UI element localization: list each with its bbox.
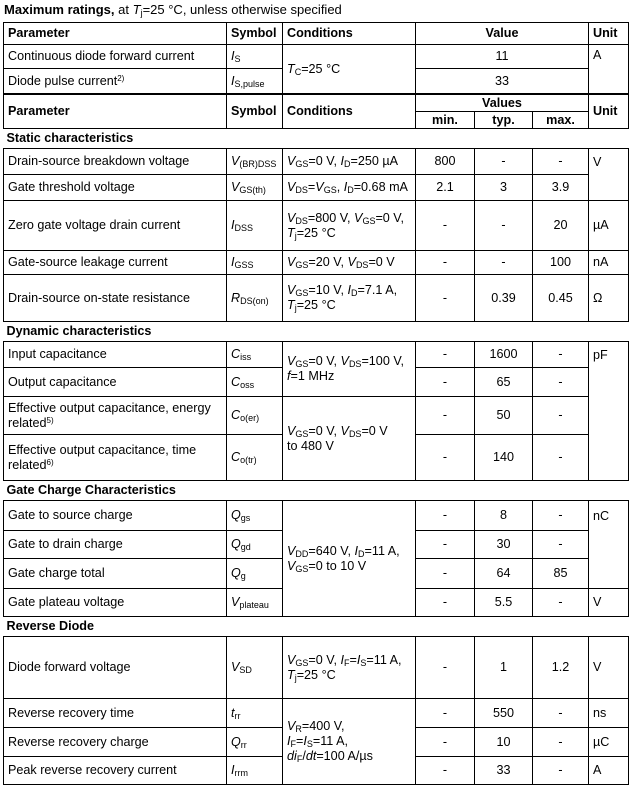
max-ratings-table bbox=[3, 22, 629, 94]
section-heading: Gate Charge Characteristics bbox=[4, 481, 629, 501]
table-row: Drain-source breakdown voltage $V_{(BR)DSS}$ $V_{GS}=0$ V, $I_D=250$ µA 800 - - V bbox=[4, 149, 629, 175]
table-row: Gate charge total $Q_g$ - 64 85 bbox=[4, 559, 629, 589]
header-parameter: Parameter bbox=[4, 23, 227, 45]
header-symbol: Symbol bbox=[227, 23, 283, 45]
table-row: Peak reverse recovery current $I_{rrm}$ - 33 - A bbox=[4, 757, 629, 785]
condition-cell: $T_C=25$ °C bbox=[283, 45, 416, 94]
table-row: Gate threshold voltage $V_{GS(th)}$ $V_{DS}=V_{GS}$, $I_D=0.68$ mA 2.1 3 3.9 bbox=[4, 175, 629, 201]
table-header-row bbox=[4, 23, 629, 45]
table-row: Reverse recovery charge $Q_{rr}$ - 10 - µC bbox=[4, 728, 629, 757]
table-row: Drain-source on-state resistance $R_{DS(on)}$ $V_{GS}=10$ V, $I_D=7.1$ A, $T_j=25$ °C - 0.39 0.45 Ω bbox=[4, 275, 629, 322]
table-header-row: Parameter Symbol Conditions Values Unit bbox=[4, 95, 629, 112]
table-row: Diode pulse current$^{2)}$ $I_{S,pulse}$ 33 bbox=[4, 69, 629, 94]
table-row: Diode forward voltage $V_{SD}$ $V_{GS}=0$ V, $I_F=I_S=11$ A, $T_j=25$ °C - 1 1.2 V bbox=[4, 637, 629, 699]
table-row: Gate-source leakage current $I_{GSS}$ $V_{GS}=20$ V, $V_{DS}=0$ V - - 100 nA bbox=[4, 251, 629, 275]
section-title: Maximum ratings, at $T_j=25$ °C, unless otherwise specified bbox=[4, 2, 342, 18]
table-row: Effective output capacitance, time related$^{6)}$ $C_{o(tr)}$ - 140 - bbox=[4, 435, 629, 481]
table-row: Output capacitance $C_{oss}$ - 65 - bbox=[4, 368, 629, 397]
header-unit: Unit bbox=[589, 23, 629, 45]
table-row: Reverse recovery time $t_{rr}$ $V_R=400$ V, $I_F=I_S=11$ A, $di_F/dt=100$ A/µs - 550 - ns bbox=[4, 699, 629, 728]
table-row: Zero gate voltage drain current $I_{DSS}$ $V_{DS}=800$ V, $V_{GS}=0$ V, $T_j=25$ °C - - 20 µA bbox=[4, 201, 629, 251]
characteristics-table: Parameter Symbol Conditions Values Unit min. typ. max. Static characteristics Drain-source breakdown voltage $V_{(BR)DSS}$ $V_{GS}=0$ V, $I_D=250$ µA 800 - - V Gate threshold voltage $V_{GS(th)}$ $V_{DS}=V_{GS}$, $I_D=0.68$ mA 2.1 3 3.9 Zero gate voltage drain current $I_{DSS}$ $V_{DS}=800$ V, $V_{GS}=0$ V, $T_j=25$ °C - - 20 µA Gate-source leakage current $I_{GSS}$ $V_{GS}=20$ V, $V_{DS}=0$ V - - 100 nA Drain-source on-state resistance $R_{DS(on)}$ $V_{GS}=10$ V, $I_D=7.1$ A, $T_j=25$ °C - 0.39 0.45 Ω Dynamic characteristics Input capacitance $C_{iss}$ $V_{GS}=0$ V, $V_{DS}=100$ V, f=1 MHz - 1600 - pF Output capacitance $C_{oss}$ - 65 - Effective output capacitance, energy related$^{5)}$ $C_{o(er)}$ $V_{GS}=0$ V, $V_{DS}=0$ V to 480 V - 50 - Effective output capacitance, time related$^{6)}$ $C_{o(tr)}$ - 140 - Gate Charge Characteristics Gate to source charge $Q_{gs}$ $V_{DD}=640$ V, $I_D=11$ A, $V_{GS}=0$ to 10 V - 8 - nC Gate to drain charge $Q_{gd}$ - 30 - Gate charge total $Q_g$ - 64 85 Gate plateau voltage $V_{plateau}$ - 5.5 - V Reverse Diode Diode forward voltage $V_{SD}$ $V_{GS}=0$ V, $I_F=I_S=11$ A, $T_j=25$ °C - 1 1.2 V Reverse recovery time $t_{rr}$ $V_R=400$ V, $I_F=I_S=11$ A, $di_F/dt=100$ A/µs - 550 - ns Reverse recovery charge $Q_{rr}$ - 10 - µC Peak reverse recovery current $I_{rrm}$ - 33 - A bbox=[3, 94, 629, 785]
section-heading: Static characteristics bbox=[4, 129, 629, 149]
header-conditions: Conditions bbox=[283, 23, 416, 45]
table-row: Gate plateau voltage $V_{plateau}$ - 5.5 - V bbox=[4, 589, 629, 617]
header-value: Value bbox=[416, 23, 589, 45]
table-row: Input capacitance $C_{iss}$ $V_{GS}=0$ V, $V_{DS}=100$ V, f=1 MHz - 1600 - pF bbox=[4, 342, 629, 368]
section-heading: Dynamic characteristics bbox=[4, 322, 629, 342]
table-row: Gate to source charge $Q_{gs}$ $V_{DD}=640$ V, $I_D=11$ A, $V_{GS}=0$ to 10 V - 8 - nC bbox=[4, 501, 629, 531]
table-row: Effective output capacitance, energy related$^{5)}$ $C_{o(er)}$ $V_{GS}=0$ V, $V_{DS}=0$ V to 480 V - 50 - bbox=[4, 397, 629, 435]
table-row: Continuous diode forward current $I_S$ $T_C=25$ °C 11 A bbox=[4, 45, 629, 69]
section-heading: Reverse Diode bbox=[4, 617, 629, 637]
table-row: Gate to drain charge $Q_{gd}$ - 30 - bbox=[4, 531, 629, 559]
